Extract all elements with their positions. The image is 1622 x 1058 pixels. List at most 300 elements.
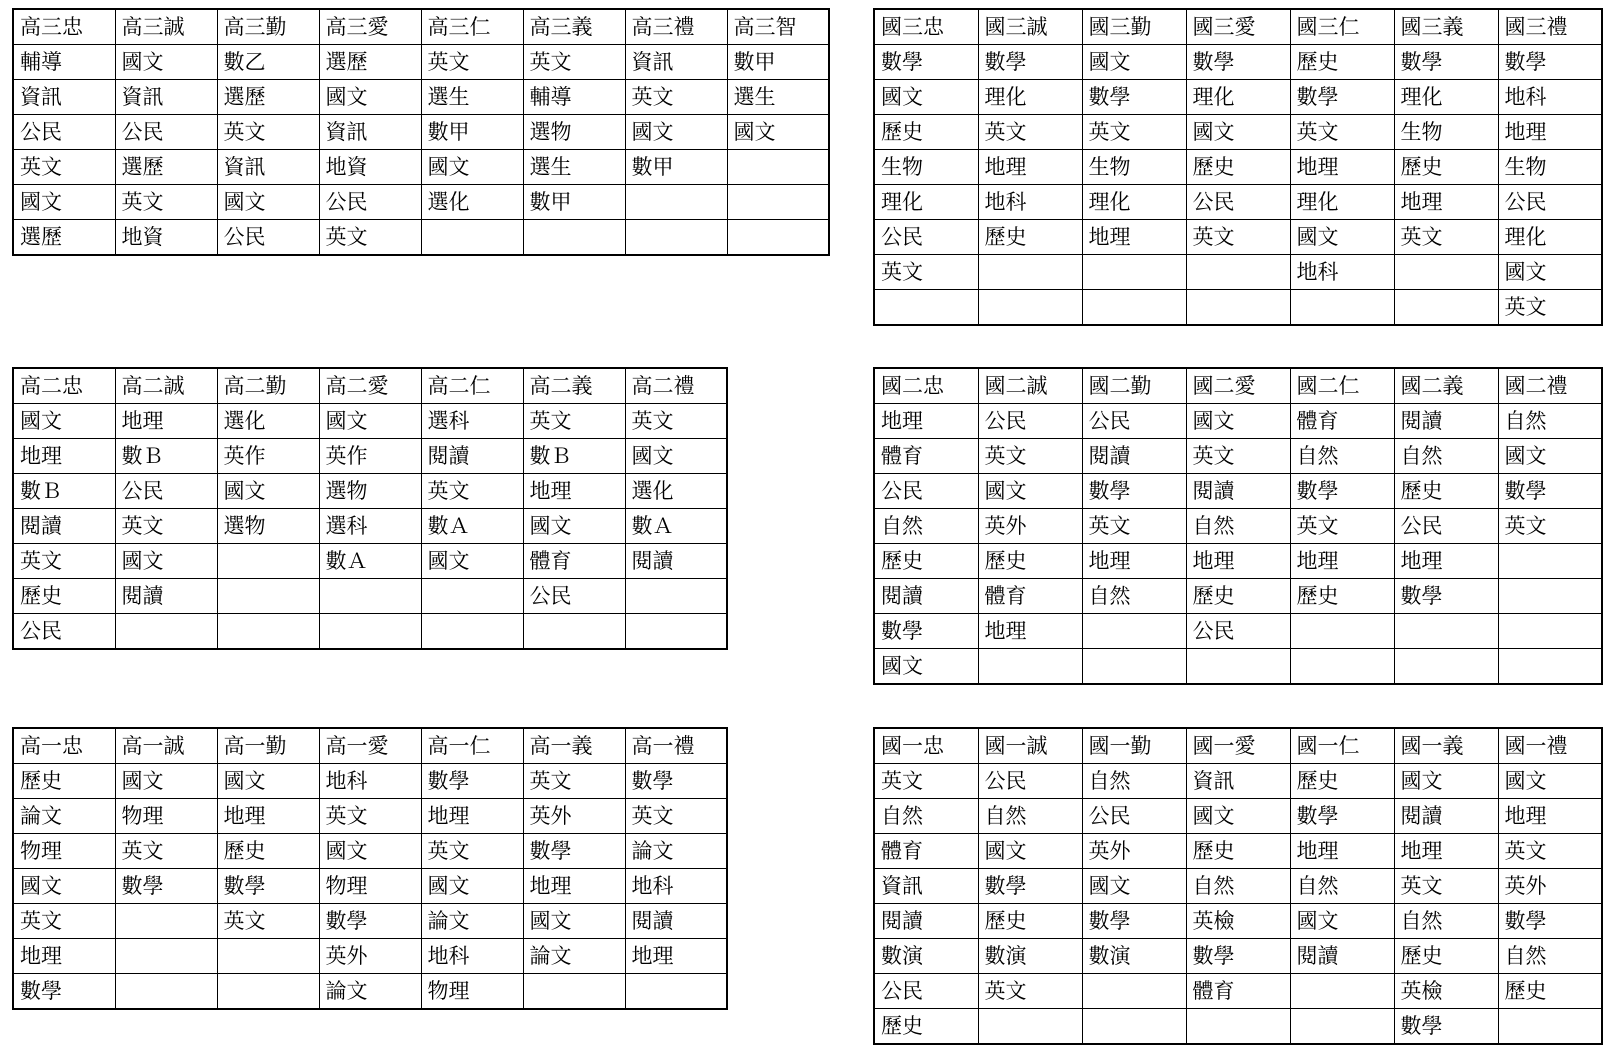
subject-cell: 地理 bbox=[523, 869, 625, 904]
subject-cell: 國文 bbox=[1186, 115, 1290, 150]
subject-cell: 資訊 bbox=[217, 150, 319, 185]
subject-cell: 論文 bbox=[625, 834, 727, 869]
subject-cell: 自然 bbox=[1186, 869, 1290, 904]
subject-cell: 選科 bbox=[319, 509, 421, 544]
subject-cell: 英檢 bbox=[1394, 974, 1498, 1009]
table-row bbox=[13, 404, 727, 439]
subject-cell: 論文 bbox=[523, 939, 625, 974]
subject-cell bbox=[978, 290, 1082, 326]
subject-cell: 數學 bbox=[1290, 799, 1394, 834]
subject-cell: 數Ｂ bbox=[13, 474, 115, 509]
subject-cell: 英外 bbox=[1082, 834, 1186, 869]
subject-cell: 數學 bbox=[1290, 474, 1394, 509]
subject-cell bbox=[1290, 974, 1394, 1009]
subject-cell: 國文 bbox=[319, 80, 421, 115]
class-header-cell: 國三愛 bbox=[1186, 9, 1290, 45]
table-row bbox=[874, 509, 1602, 544]
subject-cell: 公民 bbox=[13, 115, 115, 150]
class-header-cell: 國三誠 bbox=[978, 9, 1082, 45]
subject-cell: 國文 bbox=[319, 834, 421, 869]
subject-cell: 資訊 bbox=[115, 80, 217, 115]
table-row bbox=[13, 80, 829, 115]
class-header-cell: 高三禮 bbox=[625, 9, 727, 45]
table-header-row bbox=[13, 368, 727, 404]
subject-cell: 英外 bbox=[523, 799, 625, 834]
subject-cell bbox=[1186, 649, 1290, 685]
subject-cell: 地理 bbox=[1082, 220, 1186, 255]
table-row bbox=[13, 869, 727, 904]
subject-cell: 數學 bbox=[1082, 80, 1186, 115]
subject-cell: 數學 bbox=[874, 614, 978, 649]
table-header-row bbox=[874, 9, 1602, 45]
subject-cell: 公民 bbox=[115, 115, 217, 150]
subject-cell bbox=[978, 649, 1082, 685]
subject-cell: 英文 bbox=[115, 834, 217, 869]
subject-cell: 歷史 bbox=[217, 834, 319, 869]
class-header-cell: 國二誠 bbox=[978, 368, 1082, 404]
subject-cell: 理化 bbox=[1498, 220, 1602, 255]
junior-1-schedule-table bbox=[873, 727, 1603, 1045]
subject-cell bbox=[523, 614, 625, 650]
subject-cell bbox=[217, 544, 319, 579]
subject-cell: 英文 bbox=[1498, 834, 1602, 869]
subject-cell: 國文 bbox=[625, 115, 727, 150]
subject-cell: 選歷 bbox=[217, 80, 319, 115]
subject-cell: 國文 bbox=[421, 869, 523, 904]
table-row bbox=[13, 614, 727, 650]
subject-cell: 輔導 bbox=[523, 80, 625, 115]
subject-cell: 自然 bbox=[1082, 579, 1186, 614]
subject-cell bbox=[1498, 544, 1602, 579]
class-header-cell: 國二忠 bbox=[874, 368, 978, 404]
subject-cell: 公民 bbox=[13, 614, 115, 650]
table-row bbox=[13, 579, 727, 614]
subject-cell: 英外 bbox=[978, 509, 1082, 544]
subject-cell: 閱讀 bbox=[115, 579, 217, 614]
table-row bbox=[13, 544, 727, 579]
subject-cell: 體育 bbox=[978, 579, 1082, 614]
subject-cell: 論文 bbox=[421, 904, 523, 939]
table-row bbox=[13, 904, 727, 939]
class-header-cell: 高三忠 bbox=[13, 9, 115, 45]
subject-cell bbox=[625, 974, 727, 1010]
subject-cell: 閱讀 bbox=[1290, 939, 1394, 974]
class-header-cell: 國二仁 bbox=[1290, 368, 1394, 404]
class-header-cell: 高一仁 bbox=[421, 728, 523, 764]
subject-cell: 體育 bbox=[523, 544, 625, 579]
subject-cell bbox=[625, 185, 727, 220]
table-row bbox=[874, 439, 1602, 474]
subject-cell bbox=[1498, 1009, 1602, 1045]
class-header-cell: 高三仁 bbox=[421, 9, 523, 45]
subject-cell bbox=[1290, 290, 1394, 326]
subject-cell: 選科 bbox=[421, 404, 523, 439]
table-row bbox=[874, 150, 1602, 185]
class-header-cell: 高一誠 bbox=[115, 728, 217, 764]
subject-cell: 理化 bbox=[1394, 80, 1498, 115]
subject-cell: 國文 bbox=[1498, 439, 1602, 474]
subject-cell: 數學 bbox=[523, 834, 625, 869]
subject-cell: 數學 bbox=[115, 869, 217, 904]
subject-cell: 數甲 bbox=[625, 150, 727, 185]
subject-cell: 歷史 bbox=[1394, 150, 1498, 185]
class-header-cell: 國三仁 bbox=[1290, 9, 1394, 45]
subject-cell: 歷史 bbox=[978, 220, 1082, 255]
subject-cell bbox=[1082, 614, 1186, 649]
subject-cell bbox=[1498, 649, 1602, 685]
subject-cell bbox=[217, 974, 319, 1010]
subject-cell: 自然 bbox=[1498, 404, 1602, 439]
subject-cell: 資訊 bbox=[13, 80, 115, 115]
subject-cell: 公民 bbox=[978, 764, 1082, 799]
subject-cell: 數學 bbox=[874, 45, 978, 80]
table-row bbox=[874, 939, 1602, 974]
junior-2-schedule-table bbox=[873, 367, 1603, 685]
subject-cell: 數學 bbox=[421, 764, 523, 799]
subject-cell: 理化 bbox=[1290, 185, 1394, 220]
subject-cell: 地理 bbox=[1290, 150, 1394, 185]
table-row bbox=[13, 185, 829, 220]
subject-cell: 地理 bbox=[1290, 834, 1394, 869]
subject-cell: 地理 bbox=[625, 939, 727, 974]
subject-cell: 數學 bbox=[978, 869, 1082, 904]
subject-cell: 數學 bbox=[1290, 80, 1394, 115]
subject-cell: 體育 bbox=[1290, 404, 1394, 439]
subject-cell: 歷史 bbox=[978, 544, 1082, 579]
subject-cell: 國文 bbox=[978, 834, 1082, 869]
class-header-cell: 高一愛 bbox=[319, 728, 421, 764]
subject-cell: 公民 bbox=[1186, 614, 1290, 649]
subject-cell: 英檢 bbox=[1186, 904, 1290, 939]
class-header-cell: 國一禮 bbox=[1498, 728, 1602, 764]
subject-cell: 選物 bbox=[319, 474, 421, 509]
class-header-cell: 高一義 bbox=[523, 728, 625, 764]
subject-cell: 英文 bbox=[421, 834, 523, 869]
subject-cell: 英文 bbox=[1186, 439, 1290, 474]
senior-2-schedule-table bbox=[12, 367, 728, 650]
subject-cell: 數學 bbox=[1498, 904, 1602, 939]
class-header-cell: 國三禮 bbox=[1498, 9, 1602, 45]
subject-cell bbox=[421, 220, 523, 256]
subject-cell: 數學 bbox=[1394, 45, 1498, 80]
subject-cell: 國文 bbox=[523, 509, 625, 544]
subject-cell: 公民 bbox=[874, 474, 978, 509]
subject-cell: 選化 bbox=[625, 474, 727, 509]
subject-cell: 數甲 bbox=[523, 185, 625, 220]
subject-cell: 自然 bbox=[1394, 439, 1498, 474]
subject-cell: 輔導 bbox=[13, 45, 115, 80]
subject-cell: 論文 bbox=[13, 799, 115, 834]
subject-cell: 數學 bbox=[978, 45, 1082, 80]
subject-cell: 地理 bbox=[1394, 185, 1498, 220]
subject-cell: 自然 bbox=[1498, 939, 1602, 974]
subject-cell: 地資 bbox=[115, 220, 217, 256]
class-header-cell: 高一忠 bbox=[13, 728, 115, 764]
subject-cell: 歷史 bbox=[1186, 579, 1290, 614]
subject-cell bbox=[1082, 290, 1186, 326]
subject-cell: 數學 bbox=[1186, 45, 1290, 80]
subject-cell: 資訊 bbox=[625, 45, 727, 80]
subject-cell: 公民 bbox=[217, 220, 319, 256]
subject-cell: 國文 bbox=[13, 404, 115, 439]
table-header-row bbox=[13, 9, 829, 45]
subject-cell bbox=[1394, 649, 1498, 685]
subject-cell: 國文 bbox=[625, 439, 727, 474]
subject-cell: 選生 bbox=[523, 150, 625, 185]
table-row bbox=[874, 904, 1602, 939]
subject-cell: 自然 bbox=[1290, 869, 1394, 904]
subject-cell bbox=[217, 614, 319, 650]
subject-cell: 數甲 bbox=[421, 115, 523, 150]
subject-cell: 自然 bbox=[1290, 439, 1394, 474]
subject-cell: 生物 bbox=[1082, 150, 1186, 185]
table-header-row bbox=[13, 728, 727, 764]
subject-cell: 國文 bbox=[874, 649, 978, 685]
subject-cell: 自然 bbox=[978, 799, 1082, 834]
subject-cell: 國文 bbox=[1290, 904, 1394, 939]
subject-cell: 地理 bbox=[1498, 799, 1602, 834]
table-row bbox=[874, 869, 1602, 904]
subject-cell: 國文 bbox=[319, 404, 421, 439]
subject-cell: 選生 bbox=[727, 80, 829, 115]
subject-cell: 生物 bbox=[1394, 115, 1498, 150]
subject-cell: 公民 bbox=[115, 474, 217, 509]
table-row bbox=[13, 834, 727, 869]
subject-cell bbox=[1290, 649, 1394, 685]
subject-cell: 地理 bbox=[217, 799, 319, 834]
table-row bbox=[874, 474, 1602, 509]
subject-cell: 選化 bbox=[217, 404, 319, 439]
table-row bbox=[13, 150, 829, 185]
subject-cell: 數Ａ bbox=[625, 509, 727, 544]
subject-cell: 英文 bbox=[1394, 869, 1498, 904]
subject-cell: 數學 bbox=[1394, 1009, 1498, 1045]
class-header-cell: 國二禮 bbox=[1498, 368, 1602, 404]
class-header-cell: 國一誠 bbox=[978, 728, 1082, 764]
subject-cell bbox=[1082, 974, 1186, 1009]
subject-cell: 英文 bbox=[978, 974, 1082, 1009]
subject-cell: 地科 bbox=[421, 939, 523, 974]
class-header-cell: 國三勤 bbox=[1082, 9, 1186, 45]
subject-cell: 論文 bbox=[319, 974, 421, 1010]
subject-cell: 公民 bbox=[1394, 509, 1498, 544]
subject-cell: 公民 bbox=[1082, 799, 1186, 834]
subject-cell: 英文 bbox=[978, 439, 1082, 474]
subject-cell: 閱讀 bbox=[625, 904, 727, 939]
subject-cell: 選生 bbox=[421, 80, 523, 115]
subject-cell: 數學 bbox=[1082, 474, 1186, 509]
subject-cell: 公民 bbox=[1082, 404, 1186, 439]
subject-cell: 英文 bbox=[523, 404, 625, 439]
subject-cell: 國文 bbox=[727, 115, 829, 150]
table-row bbox=[13, 799, 727, 834]
subject-cell: 地科 bbox=[625, 869, 727, 904]
subject-cell bbox=[1498, 614, 1602, 649]
subject-cell: 閱讀 bbox=[13, 509, 115, 544]
subject-cell bbox=[523, 974, 625, 1010]
table-row bbox=[874, 220, 1602, 255]
class-header-cell: 高一勤 bbox=[217, 728, 319, 764]
subject-cell: 地理 bbox=[874, 404, 978, 439]
table-row bbox=[874, 764, 1602, 799]
subject-cell: 自然 bbox=[1186, 509, 1290, 544]
subject-cell: 數學 bbox=[1394, 579, 1498, 614]
class-header-cell: 國一仁 bbox=[1290, 728, 1394, 764]
subject-cell bbox=[1082, 1009, 1186, 1045]
subject-cell: 公民 bbox=[319, 185, 421, 220]
subject-cell: 自然 bbox=[874, 799, 978, 834]
subject-cell: 公民 bbox=[1498, 185, 1602, 220]
class-header-cell: 國一勤 bbox=[1082, 728, 1186, 764]
subject-cell: 英文 bbox=[1290, 115, 1394, 150]
table-row bbox=[874, 799, 1602, 834]
table-row bbox=[874, 45, 1602, 80]
subject-cell: 閱讀 bbox=[1394, 799, 1498, 834]
subject-cell: 國文 bbox=[1186, 799, 1290, 834]
subject-cell: 物理 bbox=[13, 834, 115, 869]
table-row bbox=[874, 579, 1602, 614]
table-row bbox=[13, 474, 727, 509]
subject-cell bbox=[115, 939, 217, 974]
subject-cell: 物理 bbox=[421, 974, 523, 1010]
subject-cell: 選歷 bbox=[115, 150, 217, 185]
subject-cell: 生物 bbox=[1498, 150, 1602, 185]
table-row bbox=[13, 939, 727, 974]
class-header-cell: 高三義 bbox=[523, 9, 625, 45]
class-header-cell: 高二誠 bbox=[115, 368, 217, 404]
subject-cell: 體育 bbox=[874, 439, 978, 474]
subject-cell: 歷史 bbox=[874, 115, 978, 150]
subject-cell: 英作 bbox=[217, 439, 319, 474]
subject-cell bbox=[625, 579, 727, 614]
table-row bbox=[13, 115, 829, 150]
table-row bbox=[13, 45, 829, 80]
subject-cell: 閱讀 bbox=[874, 904, 978, 939]
subject-cell: 歷史 bbox=[1394, 939, 1498, 974]
subject-cell bbox=[625, 614, 727, 650]
subject-cell: 歷史 bbox=[1186, 834, 1290, 869]
class-header-cell: 國三義 bbox=[1394, 9, 1498, 45]
class-header-cell: 高三愛 bbox=[319, 9, 421, 45]
subject-cell: 數Ｂ bbox=[523, 439, 625, 474]
table-row bbox=[874, 834, 1602, 869]
subject-cell: 國文 bbox=[978, 474, 1082, 509]
subject-cell: 歷史 bbox=[13, 764, 115, 799]
subject-cell: 地科 bbox=[319, 764, 421, 799]
subject-cell: 英文 bbox=[319, 220, 421, 256]
subject-cell: 國文 bbox=[217, 185, 319, 220]
table-row bbox=[874, 649, 1602, 685]
subject-cell: 數Ｂ bbox=[115, 439, 217, 474]
subject-cell: 數學 bbox=[13, 974, 115, 1010]
subject-cell: 體育 bbox=[1186, 974, 1290, 1009]
table-row bbox=[13, 974, 727, 1010]
table-header-row bbox=[874, 728, 1602, 764]
table-row bbox=[874, 1009, 1602, 1045]
subject-cell bbox=[978, 255, 1082, 290]
table-row bbox=[13, 509, 727, 544]
subject-cell: 國文 bbox=[1082, 45, 1186, 80]
subject-cell: 選歷 bbox=[13, 220, 115, 256]
subject-cell: 英文 bbox=[115, 509, 217, 544]
subject-cell: 英文 bbox=[421, 474, 523, 509]
subject-cell: 國文 bbox=[13, 869, 115, 904]
subject-cell bbox=[1394, 290, 1498, 326]
subject-cell: 地科 bbox=[978, 185, 1082, 220]
junior-3-schedule-table bbox=[873, 8, 1603, 326]
subject-cell: 歷史 bbox=[1290, 764, 1394, 799]
class-header-cell: 高二忠 bbox=[13, 368, 115, 404]
subject-cell: 選歷 bbox=[319, 45, 421, 80]
subject-cell: 數演 bbox=[874, 939, 978, 974]
subject-cell bbox=[978, 1009, 1082, 1045]
subject-cell: 國文 bbox=[1290, 220, 1394, 255]
subject-cell: 公民 bbox=[1186, 185, 1290, 220]
table-row bbox=[874, 404, 1602, 439]
table-row bbox=[13, 220, 829, 256]
subject-cell bbox=[1186, 255, 1290, 290]
class-header-cell: 高三智 bbox=[727, 9, 829, 45]
subject-cell: 歷史 bbox=[874, 544, 978, 579]
subject-cell: 理化 bbox=[1082, 185, 1186, 220]
subject-cell: 英文 bbox=[217, 904, 319, 939]
subject-cell: 英文 bbox=[625, 404, 727, 439]
subject-cell: 體育 bbox=[874, 834, 978, 869]
subject-cell: 地理 bbox=[1290, 544, 1394, 579]
subject-cell: 英文 bbox=[421, 45, 523, 80]
subject-cell bbox=[217, 939, 319, 974]
subject-cell: 英文 bbox=[625, 799, 727, 834]
subject-cell bbox=[1394, 255, 1498, 290]
subject-cell bbox=[1186, 1009, 1290, 1045]
subject-cell bbox=[1290, 614, 1394, 649]
subject-cell: 英文 bbox=[978, 115, 1082, 150]
subject-cell: 國文 bbox=[1394, 764, 1498, 799]
subject-cell: 歷史 bbox=[1394, 474, 1498, 509]
subject-cell: 國文 bbox=[115, 764, 217, 799]
subject-cell: 英文 bbox=[115, 185, 217, 220]
table-row bbox=[13, 764, 727, 799]
class-header-cell: 國一愛 bbox=[1186, 728, 1290, 764]
class-header-cell: 高二仁 bbox=[421, 368, 523, 404]
subject-cell: 國文 bbox=[874, 80, 978, 115]
class-header-cell: 高三勤 bbox=[217, 9, 319, 45]
subject-cell: 國文 bbox=[523, 904, 625, 939]
subject-cell: 英文 bbox=[1082, 509, 1186, 544]
subject-cell: 地理 bbox=[13, 439, 115, 474]
subject-cell: 數學 bbox=[319, 904, 421, 939]
subject-cell: 資訊 bbox=[1186, 764, 1290, 799]
subject-cell: 英文 bbox=[874, 764, 978, 799]
subject-cell: 國文 bbox=[217, 764, 319, 799]
subject-cell: 選物 bbox=[523, 115, 625, 150]
subject-cell: 數演 bbox=[1082, 939, 1186, 974]
subject-cell: 數學 bbox=[1082, 904, 1186, 939]
subject-cell: 公民 bbox=[874, 974, 978, 1009]
table-row bbox=[874, 974, 1602, 1009]
table-row bbox=[874, 614, 1602, 649]
class-header-cell: 國二愛 bbox=[1186, 368, 1290, 404]
subject-cell: 理化 bbox=[1186, 80, 1290, 115]
subject-cell: 自然 bbox=[874, 509, 978, 544]
subject-cell bbox=[1082, 255, 1186, 290]
subject-cell: 地理 bbox=[1394, 544, 1498, 579]
class-header-cell: 國二勤 bbox=[1082, 368, 1186, 404]
subject-cell: 英文 bbox=[13, 904, 115, 939]
subject-cell: 國文 bbox=[115, 45, 217, 80]
subject-cell: 國文 bbox=[1082, 869, 1186, 904]
subject-cell: 閱讀 bbox=[874, 579, 978, 614]
